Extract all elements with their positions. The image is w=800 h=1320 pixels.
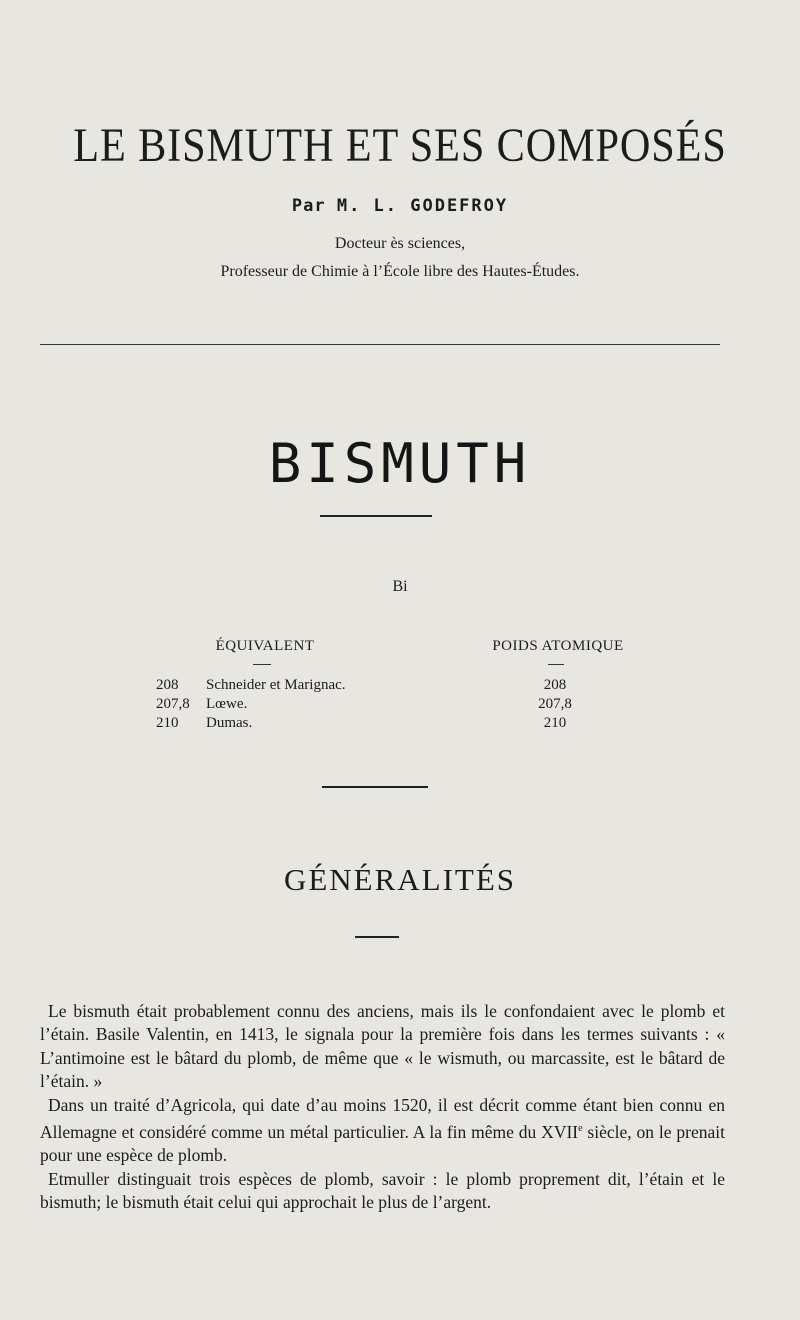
element-title: BISMUTH: [268, 432, 532, 495]
equivalent-header-dash: [253, 664, 271, 665]
body-text: [40, 1000, 725, 1214]
paragraph: [40, 1094, 725, 1168]
equivalent-author: Dumas.: [206, 715, 253, 731]
table-row: [156, 676, 346, 695]
table-row: [156, 695, 346, 714]
atomic-weight-table: [520, 676, 590, 733]
equivalent-table: [156, 676, 346, 733]
atomic-weight-header-dash: [548, 664, 564, 665]
equivalent-header: ÉQUIVALENT: [215, 638, 315, 654]
author-prefix: Par: [291, 196, 326, 216]
table-row: [156, 714, 346, 733]
author-credential-degree: Docteur ès sciences,: [334, 235, 466, 252]
main-title: LE BISMUTH ET SES COMPOSÉS: [73, 119, 727, 172]
equivalent-value: 208: [156, 677, 179, 693]
equivalent-author: Schneider et Marignac.: [206, 677, 346, 693]
section-title-rule: [355, 936, 399, 938]
atomic-weight-value: 210: [543, 715, 567, 731]
atomic-weight-value: 208: [543, 677, 567, 693]
paragraph-text: siècle, on le prenait pour une espèce de plomb.: [40, 1121, 725, 1166]
header-divider: [40, 344, 720, 345]
equivalent-value: 210: [156, 715, 179, 731]
paragraph: Le bismuth était probablement connu des anciens, mais ils le confondaient avec le plomb et l’étain. Basile Valentin, en 1413, le signala pour la première fois dans les termes suivants : « L’antimoine est le bâtard du plomb, de même que « le wismuth, ou marcassite, est le bâtard de l’étain. »: [40, 1001, 725, 1092]
element-title-rule: [320, 515, 432, 517]
author-line: [0, 196, 800, 216]
author-credential-position: Professeur de Chimie à l’École libre des Hautes-Études.: [220, 263, 580, 280]
paragraph-text: Dans un traité d’Agricola, qui date d’au moins 1520, il est décrit comme étant bien connu en Allemagne et considéré comme un métal particulier. A la fin même du XVII: [40, 1094, 725, 1142]
equivalent-value: 207,8: [156, 696, 190, 712]
section-title: GÉNÉRALITÉS: [283, 862, 517, 897]
equivalent-author: Lœwe.: [206, 696, 248, 712]
superscript: e: [578, 1123, 583, 1135]
element-symbol: Bi: [392, 578, 408, 595]
atomic-weight-value: 207,8: [538, 696, 572, 712]
section-divider: [322, 786, 428, 788]
atomic-weight-header: POIDS ATOMIQUE: [492, 638, 624, 654]
paragraph: Etmuller distinguait trois espèces de plomb, savoir : le plomb proprement dit, l’étain et le bismuth; le bismuth était celui qui approchait le plus de l’argent.: [40, 1168, 725, 1213]
author-name: M. L. GODEFROY: [336, 196, 509, 216]
